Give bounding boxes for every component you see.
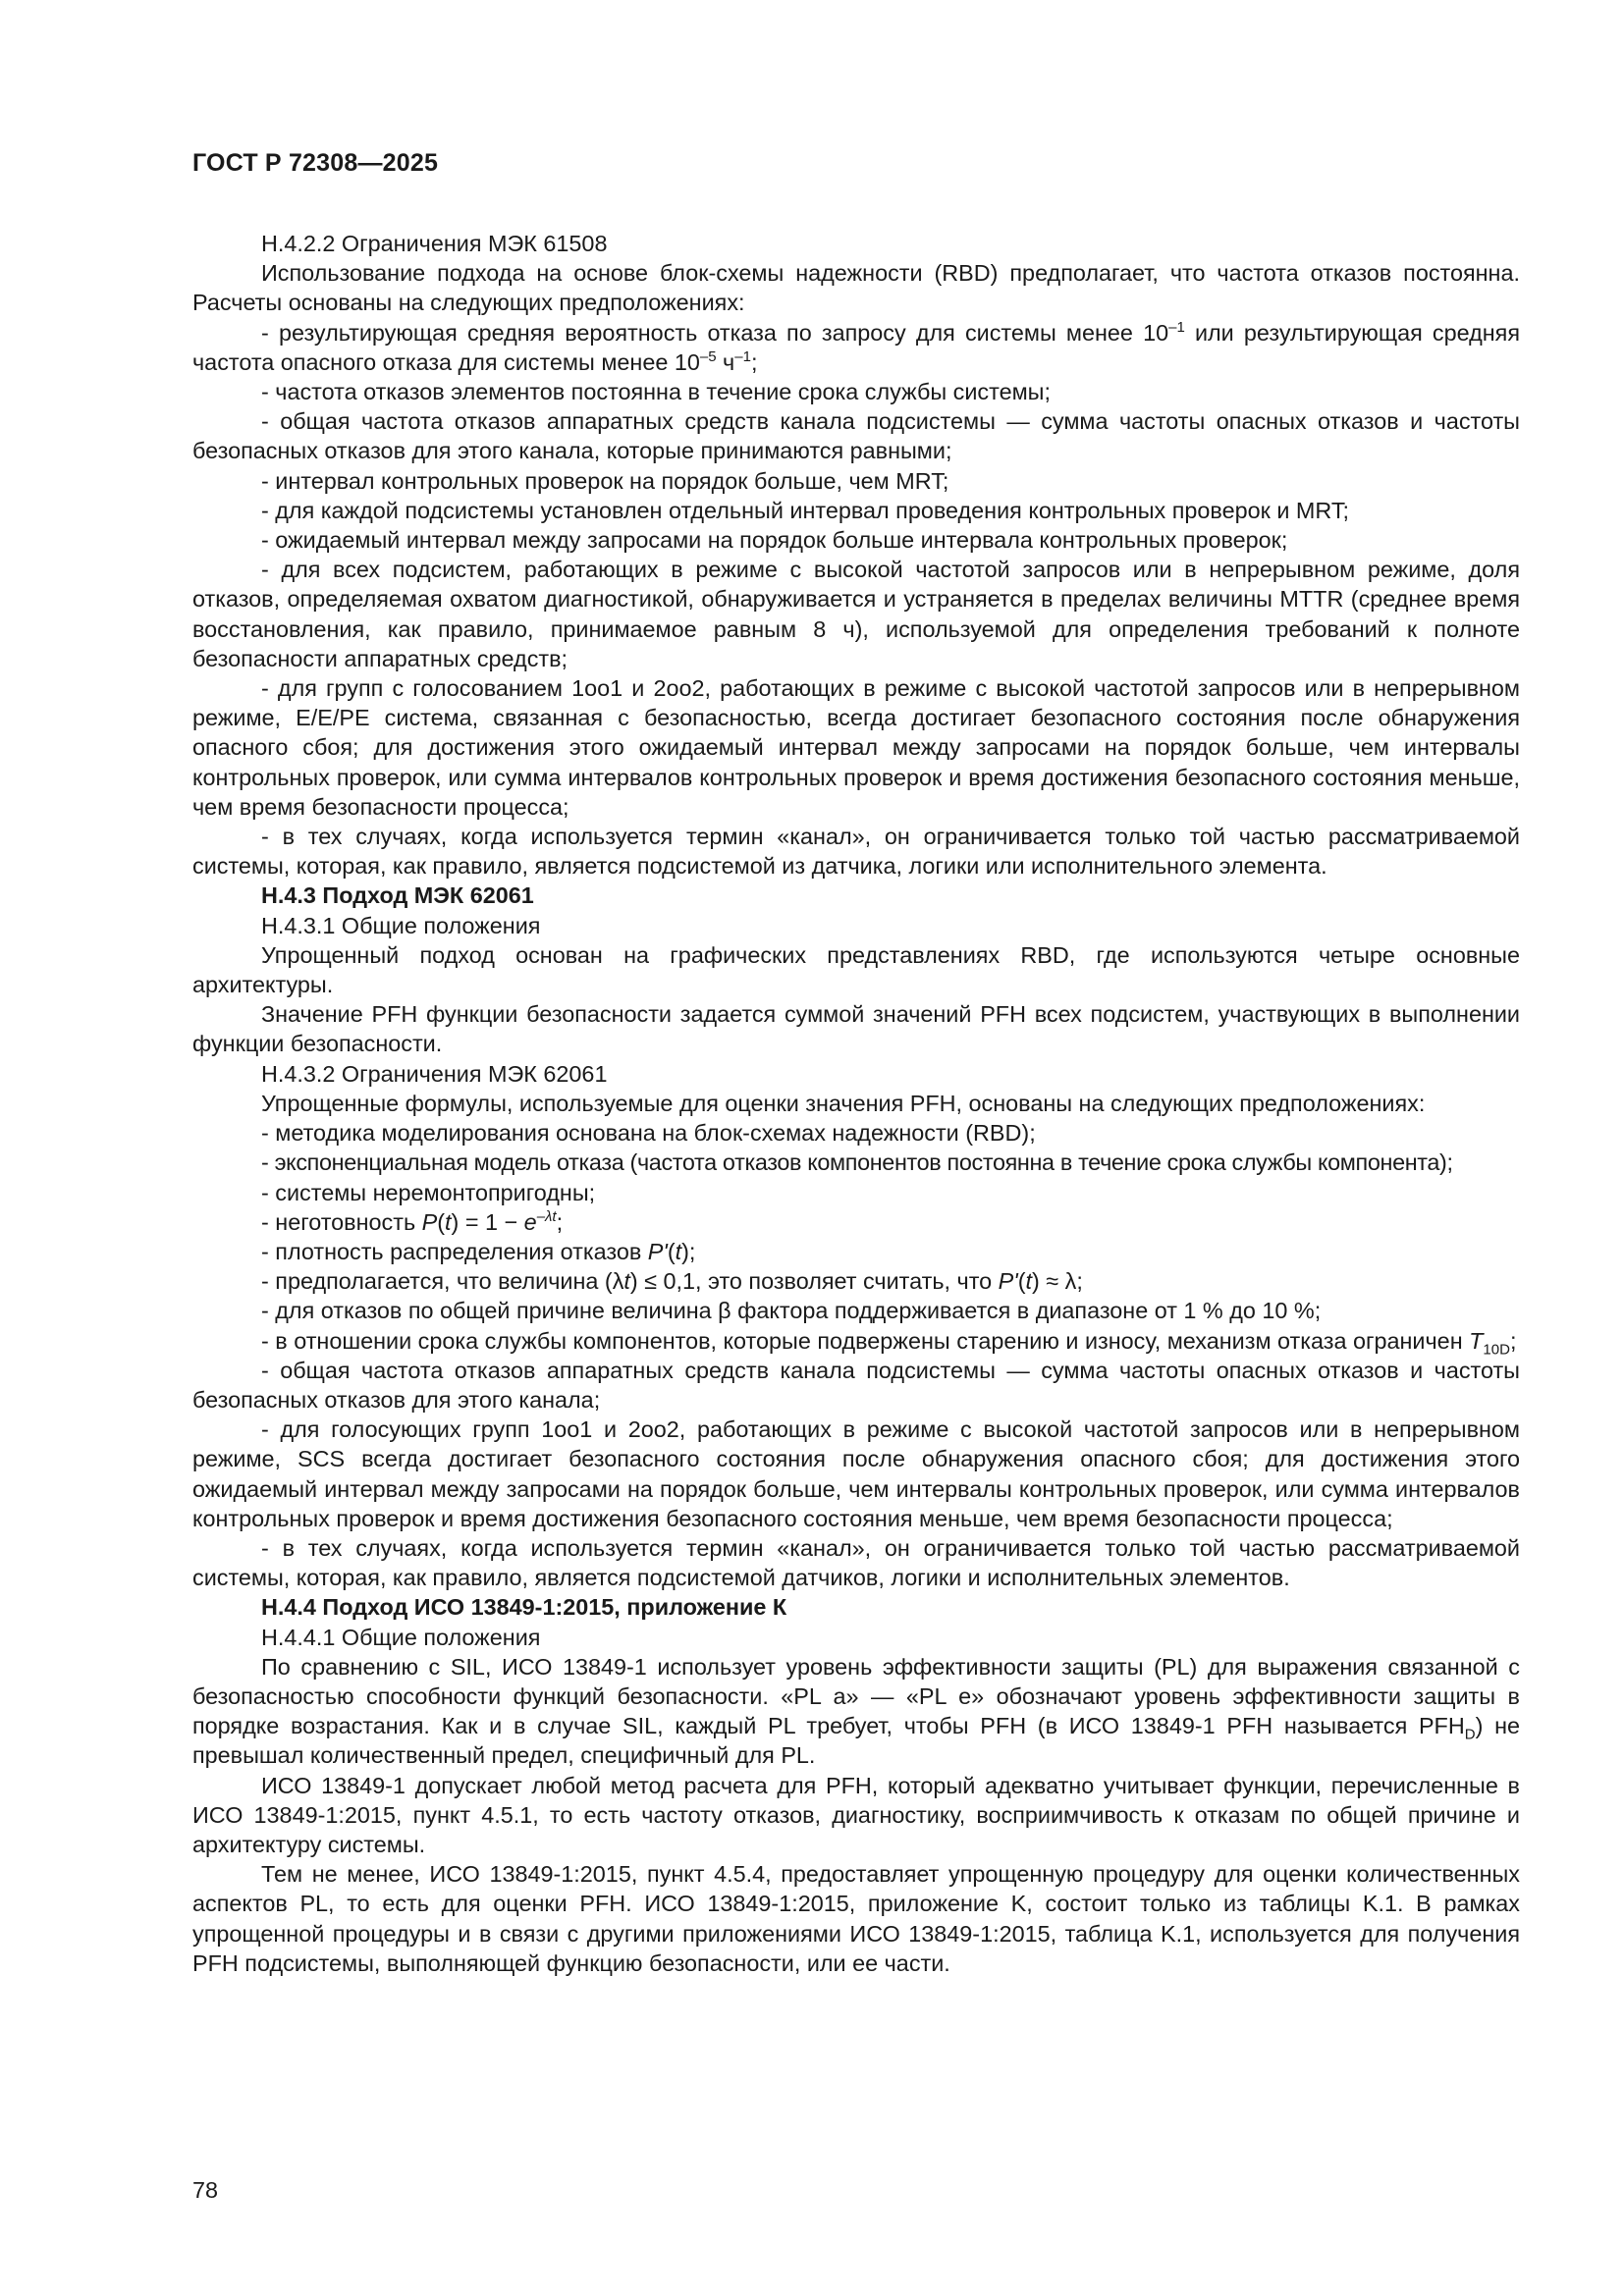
section-heading-h441: Н.4.4.1 Общие положения (261, 1624, 541, 1650)
list-item: - предполагается, что величина (λt) ≤ 0,1, это позволяет считать, что P'(t) ≈ λ; (261, 1268, 1083, 1295)
list-item: - ожидаемый интервал между запросами на порядок больше интервала контрольных проверок; (261, 527, 1288, 554)
list-item: - методика моделирования основана на блок-схемах надежности (RBD); (261, 1120, 1036, 1147)
document-body (192, 229, 1520, 1978)
section-heading-h44: Н.4.4 Подход ИСО 13849-1:2015, приложение К (261, 1594, 787, 1621)
list-item: - для голосующих групп 1оо1 и 2оо2, работающих в режиме с высокой частотой запросов или в непрерывном режиме, SCS всегда достигает безопасного состояния после обнаружения опасного сбоя; для достижения этого ожидаемый интервал между запросами на порядок больше, чем интервалы контрольных проверок, или сумма интервалов контрольных проверок и время достижения безопасного состояния меньше, чем время безопасности процесса; (192, 1416, 1520, 1531)
list-item: - общая частота отказов аппаратных средств канала подсистемы — сумма частоты опасных отказов и частоты безопасных отказов для этого канала, которые принимаются равными; (192, 408, 1520, 464)
list-item: - в тех случаях, когда используется термин «канал», он ограничивается только той частью рассматриваемой системы, которая, как правило, является подсистемой из датчика, логики или исполнительного элемента. (192, 824, 1520, 880)
list-item: - неготовность $P(t) = 1 - e^{-\lambda t}$; (261, 1207, 564, 1235)
list-item: - частота отказов элементов постоянна в течение срока службы системы; (261, 379, 1051, 405)
list-item: - экспоненциальная модель отказа (частота отказов компонентов постоянна в течение срока службы компонента); (261, 1149, 1453, 1176)
section-heading-h431: Н.4.3.1 Общие положения (261, 912, 541, 938)
list-item: - результирующая средняя вероятность отказа по запросу для системы менее $10^{-1}$ или результирующая средняя частота опасного отказа для системы менее $10^{-5}$ $ч^{-1}$; (192, 318, 1520, 375)
paragraph: Тем не менее, ИСО 13849-1:2015, пункт 4.5.4, предоставляет упрощенную процедуру для оценки количественных аспектов PL, то есть для оценки PFH. ИСО 13849-1:2015, приложение K, состоит только из таблицы K.1. В рамках упрощенной процедуры и в связи с другими приложениями ИСО 13849-1:2015, таблица K.1, используется для получения PFH подсистемы, выполняющей функцию безопасности, или ее части. (192, 1861, 1520, 1976)
document-header: ГОСТ Р 72308—2025 (192, 149, 439, 177)
list-item: - общая частота отказов аппаратных средств канала подсистемы — сумма частоты опасных отказов и частоты безопасных отказов для этого канала; (192, 1357, 1520, 1413)
paragraph: Упрощенный подход основан на графических представлениях RBD, где используются четыре основные архитектуры. (192, 941, 1520, 998)
list-item: - в отношении срока службы компонентов, которые подвержены старению и износу, механизм отказа ограничен $T_{10D}$; (261, 1327, 1517, 1359)
paragraph: ИСО 13849-1 допускает любой метод расчета для PFH, который адекватно учитывает функции, перечисленные в ИСО 13849-1:2015, пункт 4.5.1, то есть частоту отказов, диагностику, восприимчивость к отказам по общей причине и архитектуру системы. (192, 1772, 1520, 1857)
section-heading-h422: Н.4.2.2 Ограничения МЭК 61508 (261, 231, 608, 256)
paragraph: Значение PFH функции безопасности задается суммой значений PFH всех подсистем, участвующих в выполнении функции безопасности. (192, 1001, 1520, 1057)
paragraph: Использование подхода на основе блок-схемы надежности (RBD) предполагает, что частота отказов постоянна. Расчеты основаны на следующих предположениях: (192, 260, 1520, 316)
list-item: - в тех случаях, когда используется термин «канал», он ограничивается только той частью рассматриваемой системы, которая, как правило, является подсистемой датчиков, логики и исполнительных элементов. (192, 1534, 1520, 1591)
list-item: - системы неремонтопригодны; (261, 1179, 596, 1205)
list-item: - для отказов по общей причине величина β фактора поддерживается в диапазоне от 1 % до 10 %; (261, 1298, 1322, 1324)
paragraph: Упрощенные формулы, используемые для оценки значения PFH, основаны на следующих предположениях: (261, 1090, 1426, 1116)
list-item: - для каждой подсистемы установлен отдельный интервал проведения контрольных проверок и MRT; (261, 497, 1350, 523)
list-item: - интервал контрольных проверок на порядок больше, чем MRT; (261, 467, 949, 494)
list-item: - плотность распределения отказов P'(t); (261, 1238, 696, 1264)
list-item: - для групп с голосованием 1оо1 и 2оо2, работающих в режиме с высокой частотой запросов или в непрерывном режиме, E/E/PE система, связанная с безопасностью, всегда достигает безопасного состояния после обнаружения опасного сбоя; для достижения этого ожидаемый интервал между запросами на порядок больше, чем интервалы контрольных проверок, или сумма интервалов контрольных проверок и время достижения безопасного состояния меньше, чем время безопасности процесса; (192, 675, 1520, 820)
paragraph: По сравнению с SIL, ИСО 13849-1 использует уровень эффективности защиты (PL) для выражения связанной с безопасностью способности функций безопасности. «PL a» — «PL e» обозначают уровень эффективности защиты в порядке возрастания. Как и в случае SIL, каждый PL требует, чтобы PFH (в ИСО 13849-1 PFH называется $PFH_D$) не превышал количественный предел, специфичный для PL. (192, 1653, 1520, 1769)
list-item: - для всех подсистем, работающих в режиме с высокой частотой запросов или в непрерывном режиме, доля отказов, определяемая охватом диагностикой, обнаруживается и устраняется в пределах величины MTTR (среднее время восстановления, как правило, принимаемое равным 8 ч), используемой для определения требований к полноте безопасности аппаратных средств; (192, 557, 1520, 671)
section-heading-h432: Н.4.3.2 Ограничения МЭК 62061 (261, 1060, 608, 1087)
page-number: 78 (192, 2177, 219, 2203)
section-heading-h43: Н.4.3 Подход МЭК 62061 (261, 882, 534, 909)
